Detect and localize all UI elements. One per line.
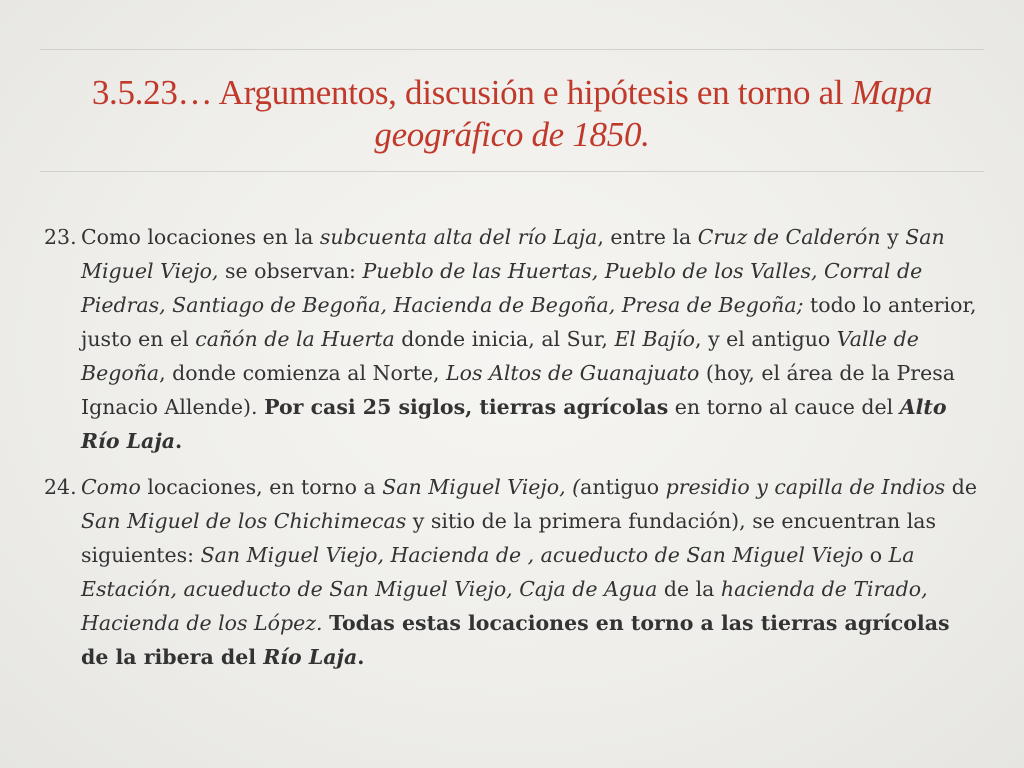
text-segment: locaciones, en torno a <box>140 475 383 499</box>
text-segment: Como <box>81 475 141 499</box>
text-segment: Por casi 25 siglos, tierras agrícolas <box>264 395 669 419</box>
slide-title-italic: Mapa geográfico de 1850. <box>374 73 933 154</box>
text-segment: hacienda de Tirado, Hacienda de los López. <box>81 577 928 635</box>
text-segment: San Miguel Viejo, <box>81 225 945 283</box>
text-segment: de <box>945 475 977 499</box>
text-segment: de la <box>657 577 721 601</box>
slide-title <box>60 72 964 156</box>
bottom-divider <box>40 171 984 172</box>
text-segment: Alto Río Laja <box>81 395 947 453</box>
text-segment: y sitio de la primera fundación), se encuentran las siguientes: <box>81 509 936 567</box>
text-segment: subcuenta alta del río Laja <box>319 225 598 249</box>
text-segment: Valle de Begoña <box>81 327 919 385</box>
text-segment: presidio y capilla de Indios <box>665 475 946 499</box>
text-segment: Los Altos de Guanajuato <box>446 361 700 385</box>
list-item-text <box>81 470 984 674</box>
text-segment: . <box>357 645 365 669</box>
text-segment: El Bajío <box>614 327 696 351</box>
text-segment: San Miguel de los Chichimecas <box>81 509 407 533</box>
text-segment: . <box>175 429 183 453</box>
text-segment: (hoy, el área de la Presa Ignacio Allende). <box>81 361 955 419</box>
list-item-23 <box>44 220 984 458</box>
text-segment: , donde comienza al Norte, <box>159 361 447 385</box>
text-segment: Como locaciones en la <box>81 225 320 249</box>
text-segment: en torno al cauce del <box>668 395 900 419</box>
text-segment: o <box>863 543 889 567</box>
text-segment: San Miguel Viejo, Hacienda de , acueducto de San Miguel Viejo <box>200 543 864 567</box>
text-segment: Pueblo de las Huertas, Pueblo de los Valles, Corral de Piedras, Santiago de Begoña, Hacienda de Begoña, Presa de Begoña; <box>81 259 923 317</box>
text-segment: Todas estas locaciones en torno a las tierras agrícolas de la ribera del <box>81 611 950 669</box>
text-segment: San Miguel Viejo, ( <box>382 475 581 499</box>
text-segment: Río Laja <box>263 645 358 669</box>
text-segment: La Estación, acueducto de San Miguel Viejo, Caja de Agua <box>81 543 915 601</box>
text-segment: y <box>880 225 906 249</box>
text-segment: todo lo anterior, justo en el <box>81 293 977 351</box>
text-segment: antiguo <box>580 475 666 499</box>
slide-title-text: 3.5.23… Argumentos, discusión e hipótesis en torno al <box>91 73 852 112</box>
text-segment: donde inicia, al Sur, <box>394 327 615 351</box>
text-segment: Cruz de Calderón <box>697 225 881 249</box>
list-item-number: 23. <box>44 225 77 249</box>
text-segment: , entre la <box>597 225 698 249</box>
list-item-text <box>81 220 984 458</box>
numbered-list <box>44 220 984 686</box>
text-segment: , y el antiguo <box>695 327 837 351</box>
top-divider <box>40 49 984 50</box>
text-segment: se observan: <box>218 259 363 283</box>
list-item-24 <box>44 470 984 674</box>
text-segment: cañón de la Huerta <box>195 327 395 351</box>
list-item-number: 24. <box>44 475 77 499</box>
